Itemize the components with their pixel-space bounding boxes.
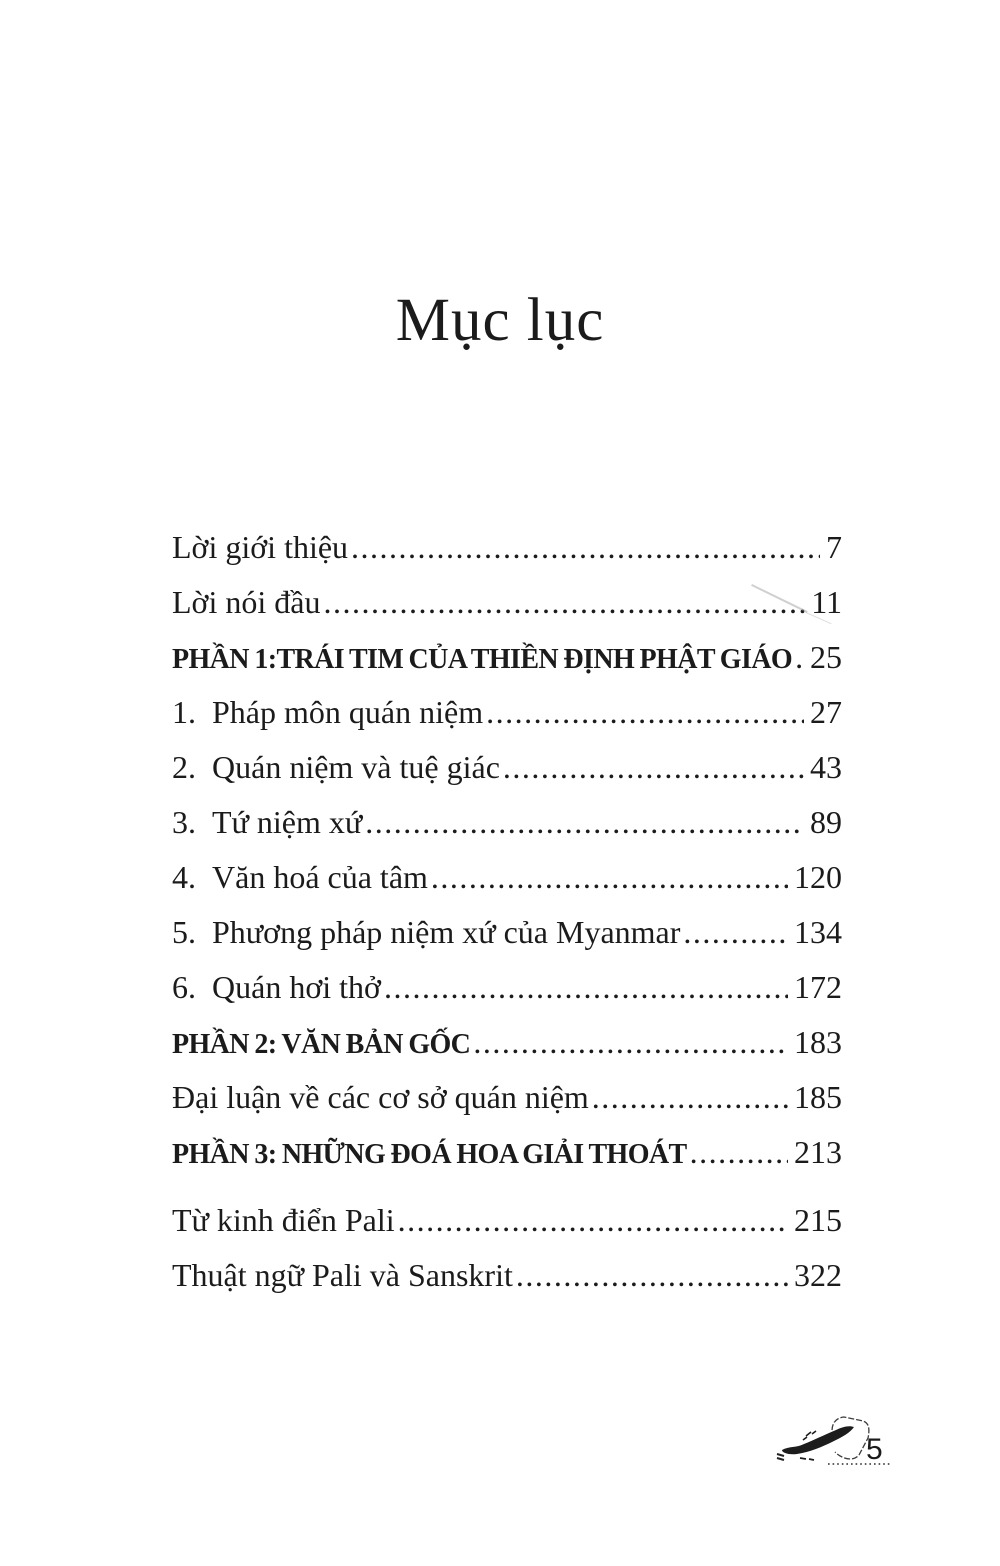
toc-entry-label: Lời giới thiệu	[172, 529, 349, 565]
toc-entry-page: 43	[810, 749, 842, 785]
toc-entry-number: 4.	[172, 859, 196, 895]
dot-leader	[516, 1248, 788, 1303]
toc-entry-page: 7	[826, 529, 842, 565]
toc-entry	[172, 1248, 842, 1303]
dot-leader	[486, 685, 804, 740]
toc-entry-section	[172, 630, 842, 685]
dot-leader	[473, 1015, 788, 1070]
dot-leader	[431, 850, 788, 905]
toc-entry-number: 3.	[172, 804, 196, 840]
toc-entry	[172, 905, 842, 960]
toc-entry-page: 11	[811, 584, 842, 620]
toc-entry	[172, 1070, 842, 1125]
toc-entry-page: 134	[794, 914, 842, 950]
footer-page-number: 5	[866, 1433, 883, 1466]
toc-entry-page: 27	[810, 694, 842, 730]
dot-leader	[384, 960, 788, 1015]
dot-leader	[323, 575, 805, 630]
page-footer	[776, 1414, 894, 1470]
page-title: Mục lục	[395, 287, 605, 354]
toc-entry-page: 213	[794, 1134, 842, 1170]
toc-entry	[172, 685, 842, 740]
dot-leader	[592, 1070, 788, 1125]
toc-entry-label: Quán hơi thở	[212, 969, 381, 1005]
dot-leader	[398, 1193, 788, 1248]
toc-entry-label: Pháp môn quán niệm	[212, 694, 484, 730]
toc-entry-page: 172	[794, 969, 842, 1005]
toc-entry	[172, 1193, 842, 1248]
dot-leader	[365, 795, 804, 850]
toc-entry-section	[172, 1015, 842, 1070]
toc-entry-number: 1.	[172, 694, 196, 730]
toc-entry-label: Văn hoá của tâm	[212, 859, 428, 895]
toc-entry-label: Tứ niệm xứ	[212, 804, 363, 840]
dot-leader	[351, 520, 820, 575]
dot-leader	[683, 905, 788, 960]
toc-entry	[172, 575, 842, 630]
toc-entry-label: Thuật ngữ Pali và Sanskrit	[172, 1257, 513, 1293]
dot-leader	[503, 740, 804, 795]
toc-entry-section	[172, 1125, 842, 1180]
toc-entry-label: Phương pháp niệm xứ của Myanmar	[212, 914, 681, 950]
dot-leader	[690, 1125, 788, 1180]
toc-entry-label: PHẦN 1:TRÁI TIM CỦA THIỀN ĐỊNH PHẬT GIÁO	[172, 644, 793, 675]
toc-entry-label: Đại luận về các cơ sở quán niệm	[172, 1079, 589, 1115]
toc-entry-page: 89	[810, 804, 842, 840]
toc-entry-label: Quán niệm và tuệ giác	[212, 749, 500, 785]
toc-entry-number: 2.	[172, 749, 196, 785]
toc-entry-label: PHẦN 3: NHỮNG ĐOÁ HOA GIẢI THOÁT	[172, 1139, 687, 1170]
toc-entry	[172, 795, 842, 850]
toc-entry-page: 185	[794, 1079, 842, 1115]
toc-entry-number: 6.	[172, 969, 196, 1005]
toc-entry	[172, 960, 842, 1015]
toc-entry-page: 120	[794, 859, 842, 895]
toc-entry-page: 25	[810, 639, 842, 675]
toc-entry-number: 5.	[172, 914, 196, 950]
toc-entry	[172, 850, 842, 905]
toc-entry-page: 322	[794, 1257, 842, 1293]
toc-entry-label: Lời nói đầu	[172, 584, 321, 620]
dot-leader	[795, 630, 804, 685]
toc-entry-label: Từ kinh điển Pali	[172, 1202, 395, 1238]
toc-entry-page: 183	[794, 1024, 842, 1060]
toc-entry	[172, 740, 842, 795]
toc-entry-page: 215	[794, 1202, 842, 1238]
toc-entry	[172, 520, 842, 575]
table-of-contents	[172, 520, 842, 1303]
toc-entry-label: PHẦN 2: VĂN BẢN GỐC	[172, 1029, 471, 1060]
